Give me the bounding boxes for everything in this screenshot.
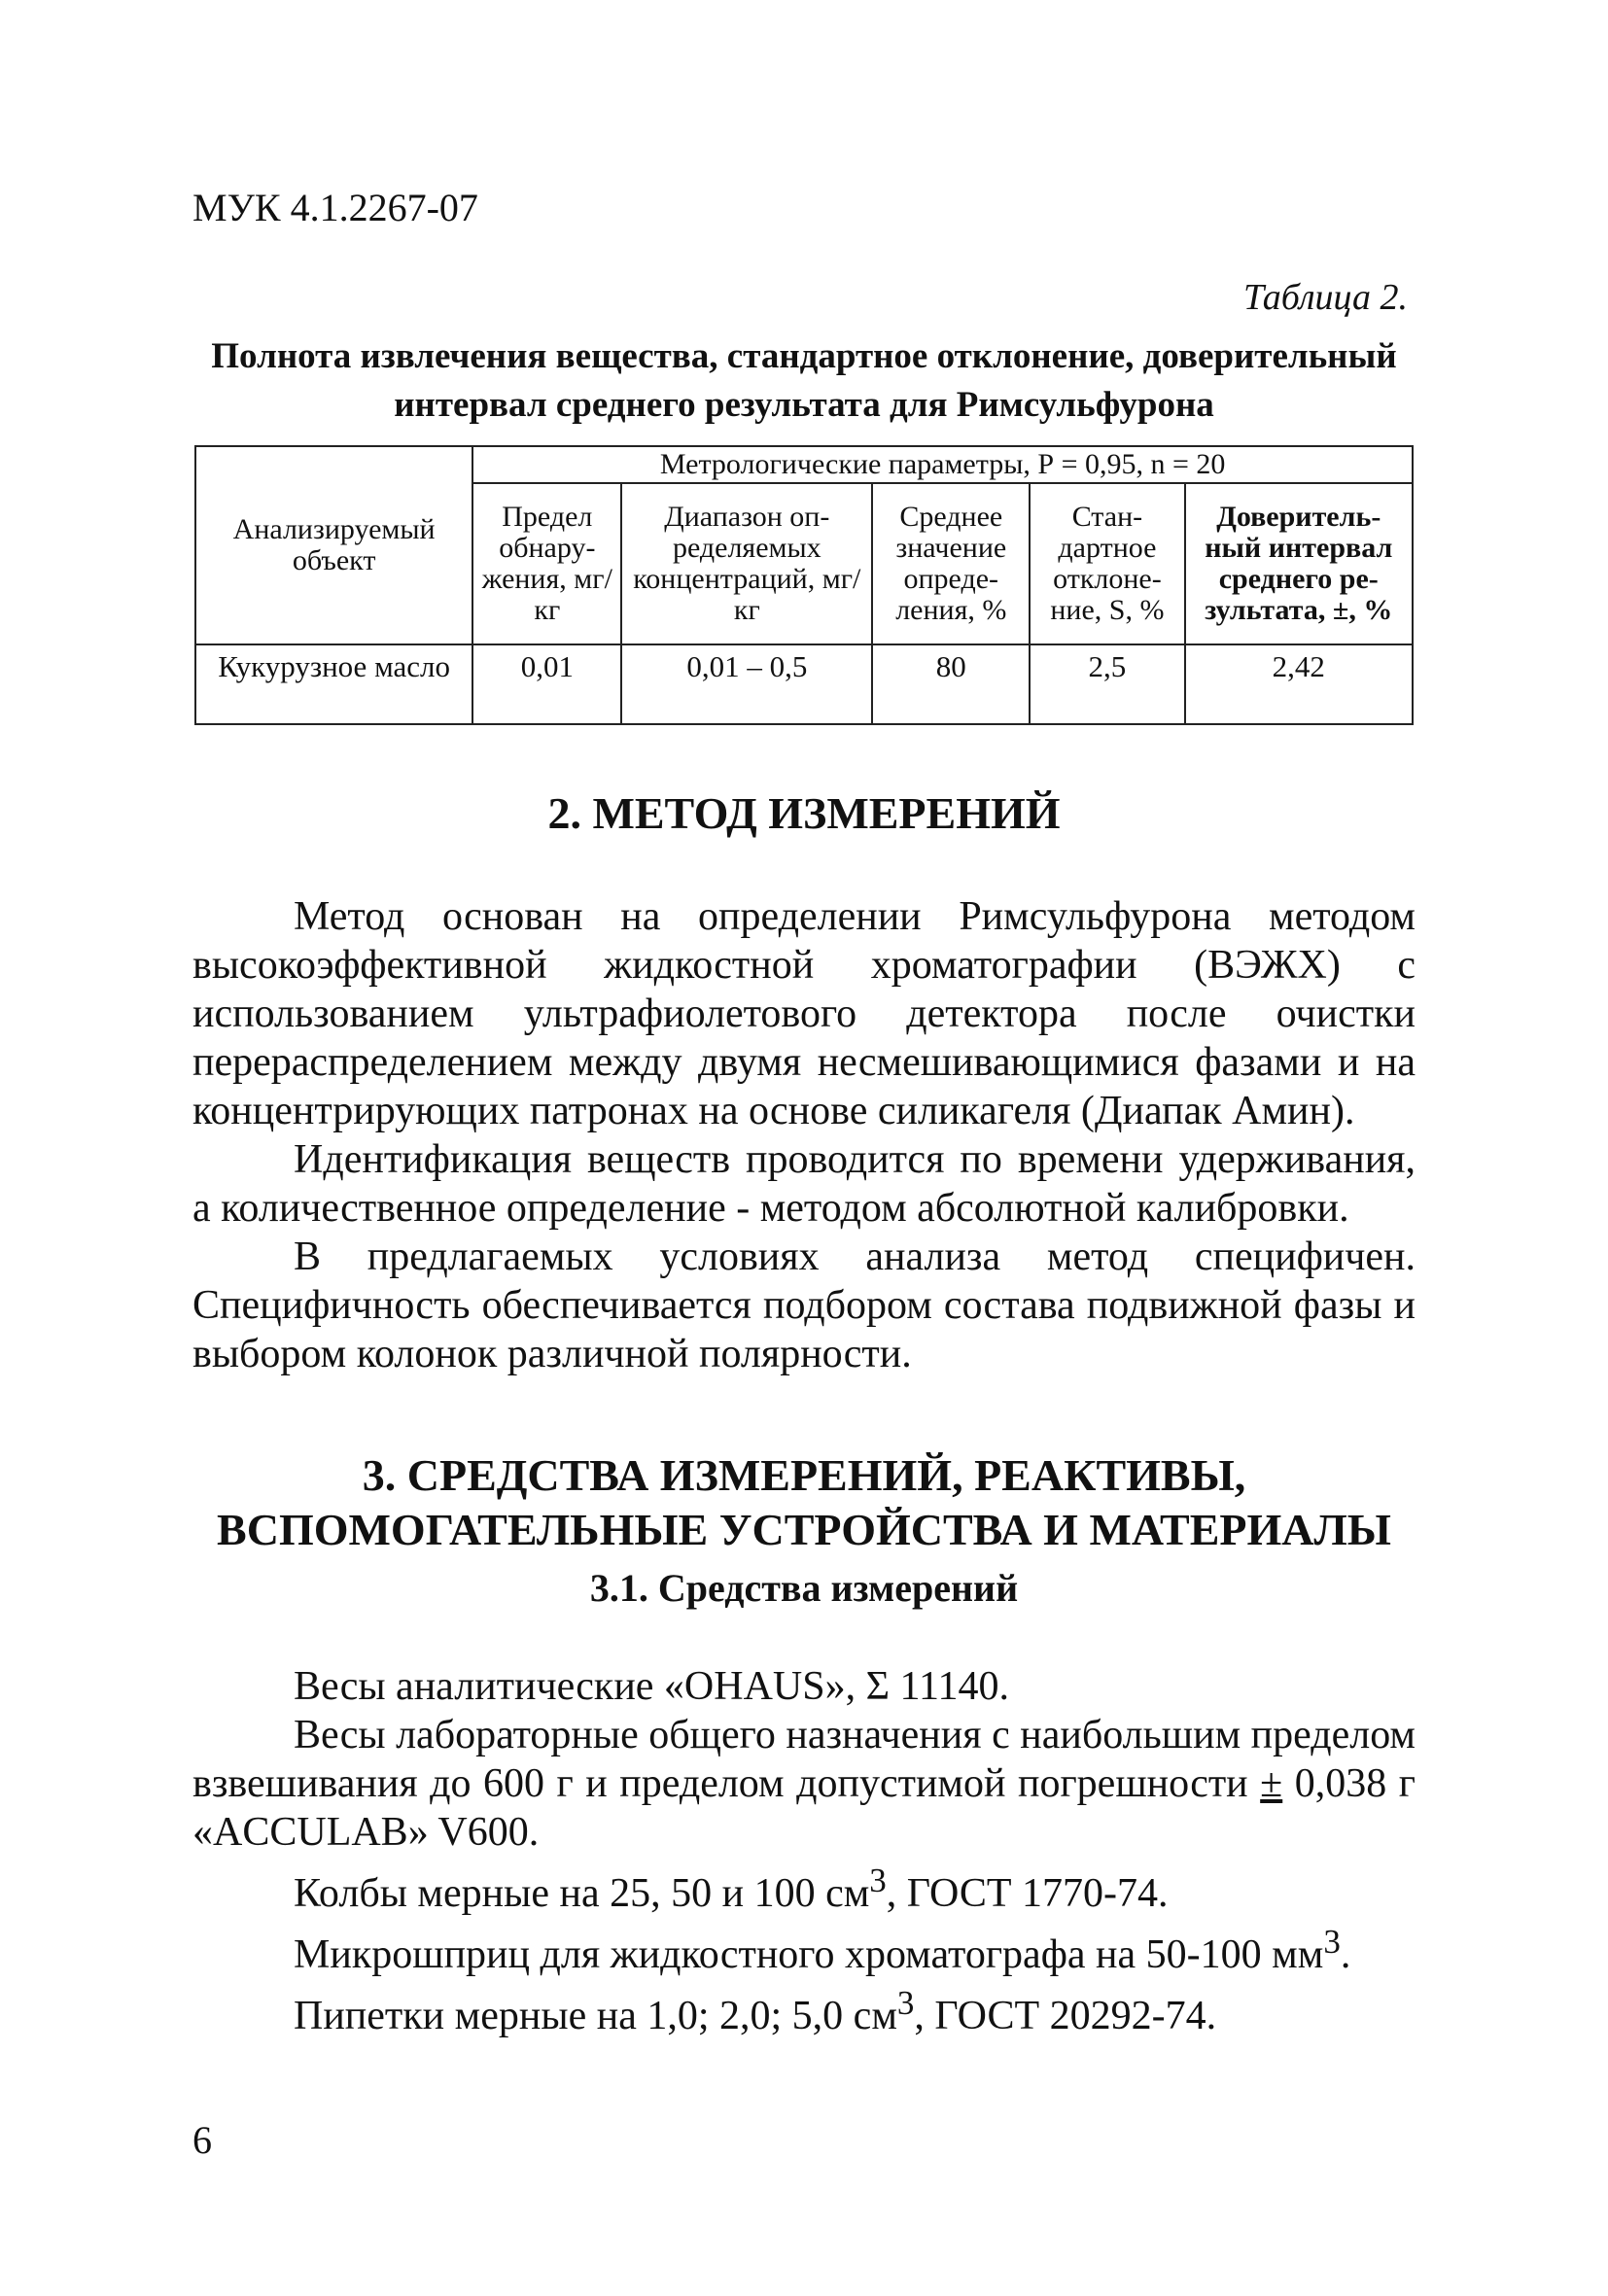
section-2-body xyxy=(192,892,1416,1378)
cell-std-dev: 2,5 xyxy=(1030,644,1184,724)
paragraph: В предлагаемых условиях анализа метод специфичен. Специфичность обеспечивается подбором состава подвижной фазы и выбором колонок различной полярности. xyxy=(192,1235,1416,1376)
cell-object: Кукурузное масло xyxy=(195,644,472,724)
list-item: Колбы мерные на 25, 50 и 100 $см^3$, ГОСТ 1770-74. xyxy=(294,1861,1169,1916)
paragraph: Метод основан на определении Римсульфурона методом высокоэффективной жидкостной хроматографии (ВЭЖХ) с использованием ультрафиолетового детектора после очистки перераспределением между двумя несмешивающимися фазами и на концентрирующих патронах на основе силикагеля (Диапак Амин). xyxy=(192,894,1416,1133)
col-header-std-dev: Стан-дартное отклоне-ние, S, % xyxy=(1030,483,1184,644)
cell-mean: 80 xyxy=(872,644,1030,724)
section-2-heading: 2. МЕТОД ИЗМЕРЕНИЙ xyxy=(547,788,1061,838)
instruments-list xyxy=(192,1662,1416,2040)
subsection-3-1-heading: 3.1. Средства измерений xyxy=(589,1566,1019,1610)
paragraph: Идентификация веществ проводится по времени удерживания, а количественное определение - методом абсолютной калибровки. xyxy=(192,1137,1416,1231)
list-item: Микрошприц для жидкостного хроматографа на 50-100 $мм^3$. xyxy=(294,1923,1351,1977)
list-item: Весы аналитические «OHAUS», Σ 11140. xyxy=(294,1664,1009,1709)
col-header-object: Анализируемый объект xyxy=(195,446,472,644)
col-header-mean: Среднее значение опреде-ления, % xyxy=(872,483,1030,644)
document-code: МУК 4.1.2267-07 xyxy=(192,186,478,229)
metrology-table xyxy=(194,445,1414,725)
section-3-heading: 3. СРЕДСТВА ИЗМЕРЕНИЙ, РЕАКТИВЫ, ВСПОМОГАТЕЛЬНЫЕ УСТРОЙСТВА И МАТЕРИАЛЫ xyxy=(217,1450,1391,1554)
col-header-range: Диапазон оп-ределяемых концентраций, мг/кг xyxy=(621,483,872,644)
list-item: Пипетки мерные на 1,0; 2,0; 5,0 $см^3$, ГОСТ 20292-74. xyxy=(294,1984,1217,2038)
table-label: Таблица 2. xyxy=(1243,277,1408,318)
table-title: Полнота извлечения вещества, стандартное отклонение, доверительный интервал среднего результата для Римсульфурона xyxy=(211,336,1397,425)
cell-range: 0,01 – 0,5 xyxy=(621,644,872,724)
list-item: Весы лабораторные общего назначения с наибольшим пределом взвешивания до 600 г и пределом допустимой погрешности ± 0,038 г «ACCULAB» V600. xyxy=(192,1713,1416,1855)
group-header: Метрологические параметры, Р = 0,95, n = 20 xyxy=(472,446,1413,483)
cell-confidence: 2,42 xyxy=(1185,644,1413,724)
cell-detection-limit: 0,01 xyxy=(472,644,621,724)
col-header-confidence: Доверитель-ный интервал среднего ре-зультата, ±, % xyxy=(1185,483,1413,644)
table-row xyxy=(195,644,1413,724)
page-number: 6 xyxy=(192,2118,212,2162)
col-header-detection-limit: Предел обнару-жения, мг/кг xyxy=(472,483,621,644)
